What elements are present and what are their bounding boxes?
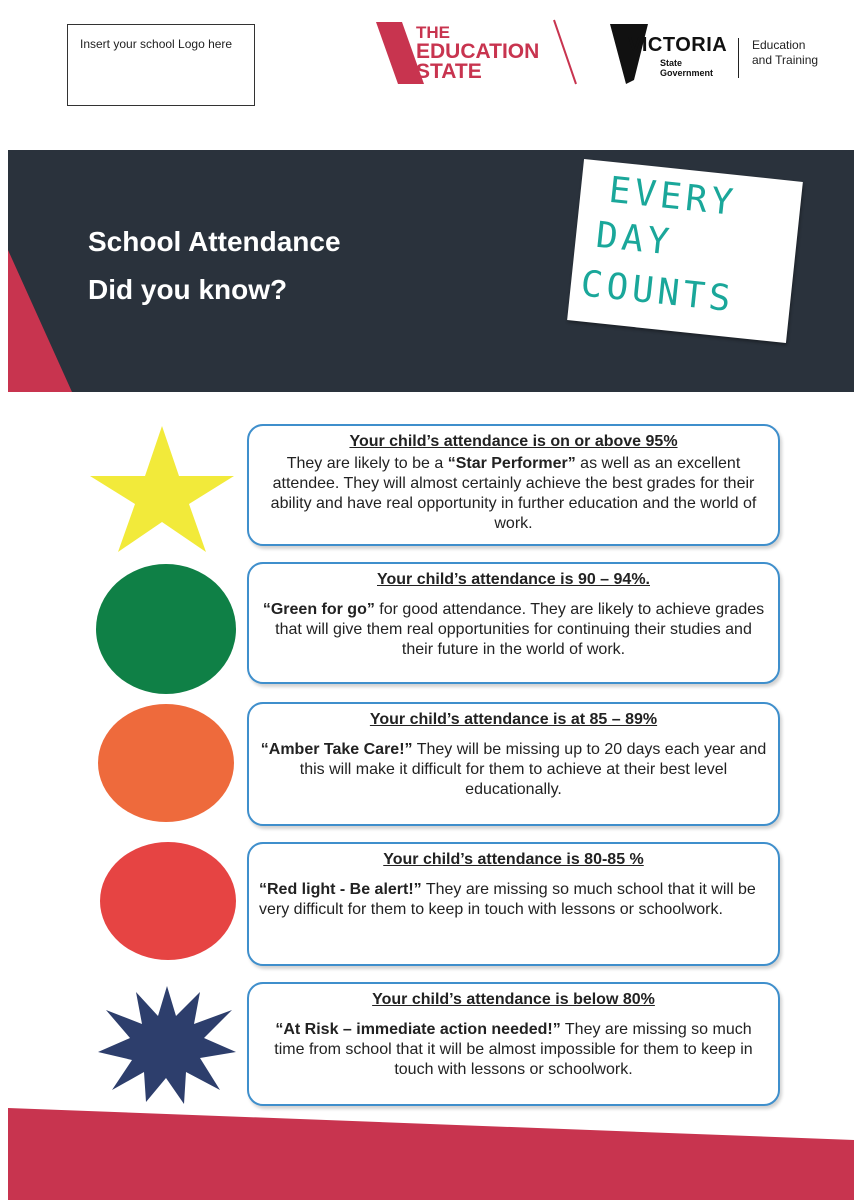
- edu-state-line1: THE: [416, 23, 450, 42]
- note-line3: COUNTS: [578, 263, 737, 321]
- victoria-sub-line1: State: [660, 58, 683, 68]
- banner-title-line2: Did you know?: [88, 274, 288, 305]
- attendance-card-95: [247, 424, 780, 546]
- card-body-bold: “Green for go”: [262, 601, 375, 618]
- logo-placeholder-text: Insert your school Logo here: [80, 37, 233, 51]
- card-heading: Your child’s attendance is below 80%: [372, 991, 655, 1008]
- note-line1: EVERY: [606, 169, 739, 225]
- attendance-card-below-80: [247, 982, 780, 1106]
- amber-circle-icon: [98, 704, 234, 827]
- edu-state-line2: EDUCATION: [416, 40, 540, 63]
- card-body: “At Risk – immediate action needed!” They are missing so much time from school that it will be almost impossible for them to keep in touch with lessons or schoolwork.: [274, 1021, 753, 1078]
- victoria-divider: [738, 38, 739, 78]
- red-circle-icon: [100, 842, 236, 965]
- school-logo-placeholder: [67, 24, 255, 106]
- every-day-counts-note: [567, 159, 803, 343]
- card-body: They are likely to be a “Star Performer” as well as an excellent attendee. They will almost certainly achieve the best grades for their ability and have real opportunity in further education and the world of work.: [270, 455, 757, 532]
- card-heading: Your child’s attendance is 80-85 %: [383, 851, 644, 868]
- victoria-word: VICTORIA: [628, 34, 728, 56]
- card-body-bold: “Star Performer”: [447, 455, 576, 472]
- banner-title: [88, 218, 341, 314]
- card-body: “Green for go” for good attendance. They are likely to achieve grades that will give them real opportunities for continuing their studies and their future in the world of work.: [262, 601, 765, 658]
- attendance-card-85-89: [247, 702, 780, 826]
- victoria-government-logo: [608, 20, 838, 86]
- department-line2: and Training: [752, 53, 819, 67]
- education-state-logo: [376, 18, 580, 88]
- card-body-bold: “Amber Take Care!”: [260, 741, 413, 758]
- card-body: “Red light - Be alert!” They are missing so much school that it will be very difficult for them to keep in touch with lessons or schoolwork.: [259, 881, 756, 918]
- department-name: [752, 38, 818, 68]
- green-circle-icon: [96, 564, 236, 699]
- card-heading: Your child’s attendance is 90 – 94%.: [377, 571, 650, 588]
- yellow-star-icon: [88, 424, 236, 557]
- card-heading: Your child’s attendance is on or above 95%: [349, 433, 678, 450]
- department-line1: Education: [752, 38, 806, 52]
- note-line2: DAY: [594, 214, 675, 264]
- victoria-sub-line2: Government: [660, 68, 714, 78]
- attendance-card-80-85: [247, 842, 780, 966]
- card-body-bold: “At Risk – immediate action needed!”: [275, 1021, 561, 1038]
- edu-state-line3: STATE: [416, 60, 482, 83]
- attendance-card-90-94: [247, 562, 780, 684]
- education-state-mark: [376, 18, 580, 88]
- navy-starburst-icon: [96, 982, 238, 1111]
- card-heading: Your child’s attendance is at 85 – 89%: [369, 711, 658, 728]
- footer-red-band: [0, 1100, 854, 1200]
- victoria-sub: [660, 58, 713, 78]
- card-body-bold: “Red light - Be alert!”: [259, 881, 422, 898]
- banner-title-line1: School Attendance: [88, 226, 341, 257]
- card-body: “Amber Take Care!” They will be missing up to 20 days each year and this will make it difficult for them to achieve at their best level educationally.: [260, 741, 767, 798]
